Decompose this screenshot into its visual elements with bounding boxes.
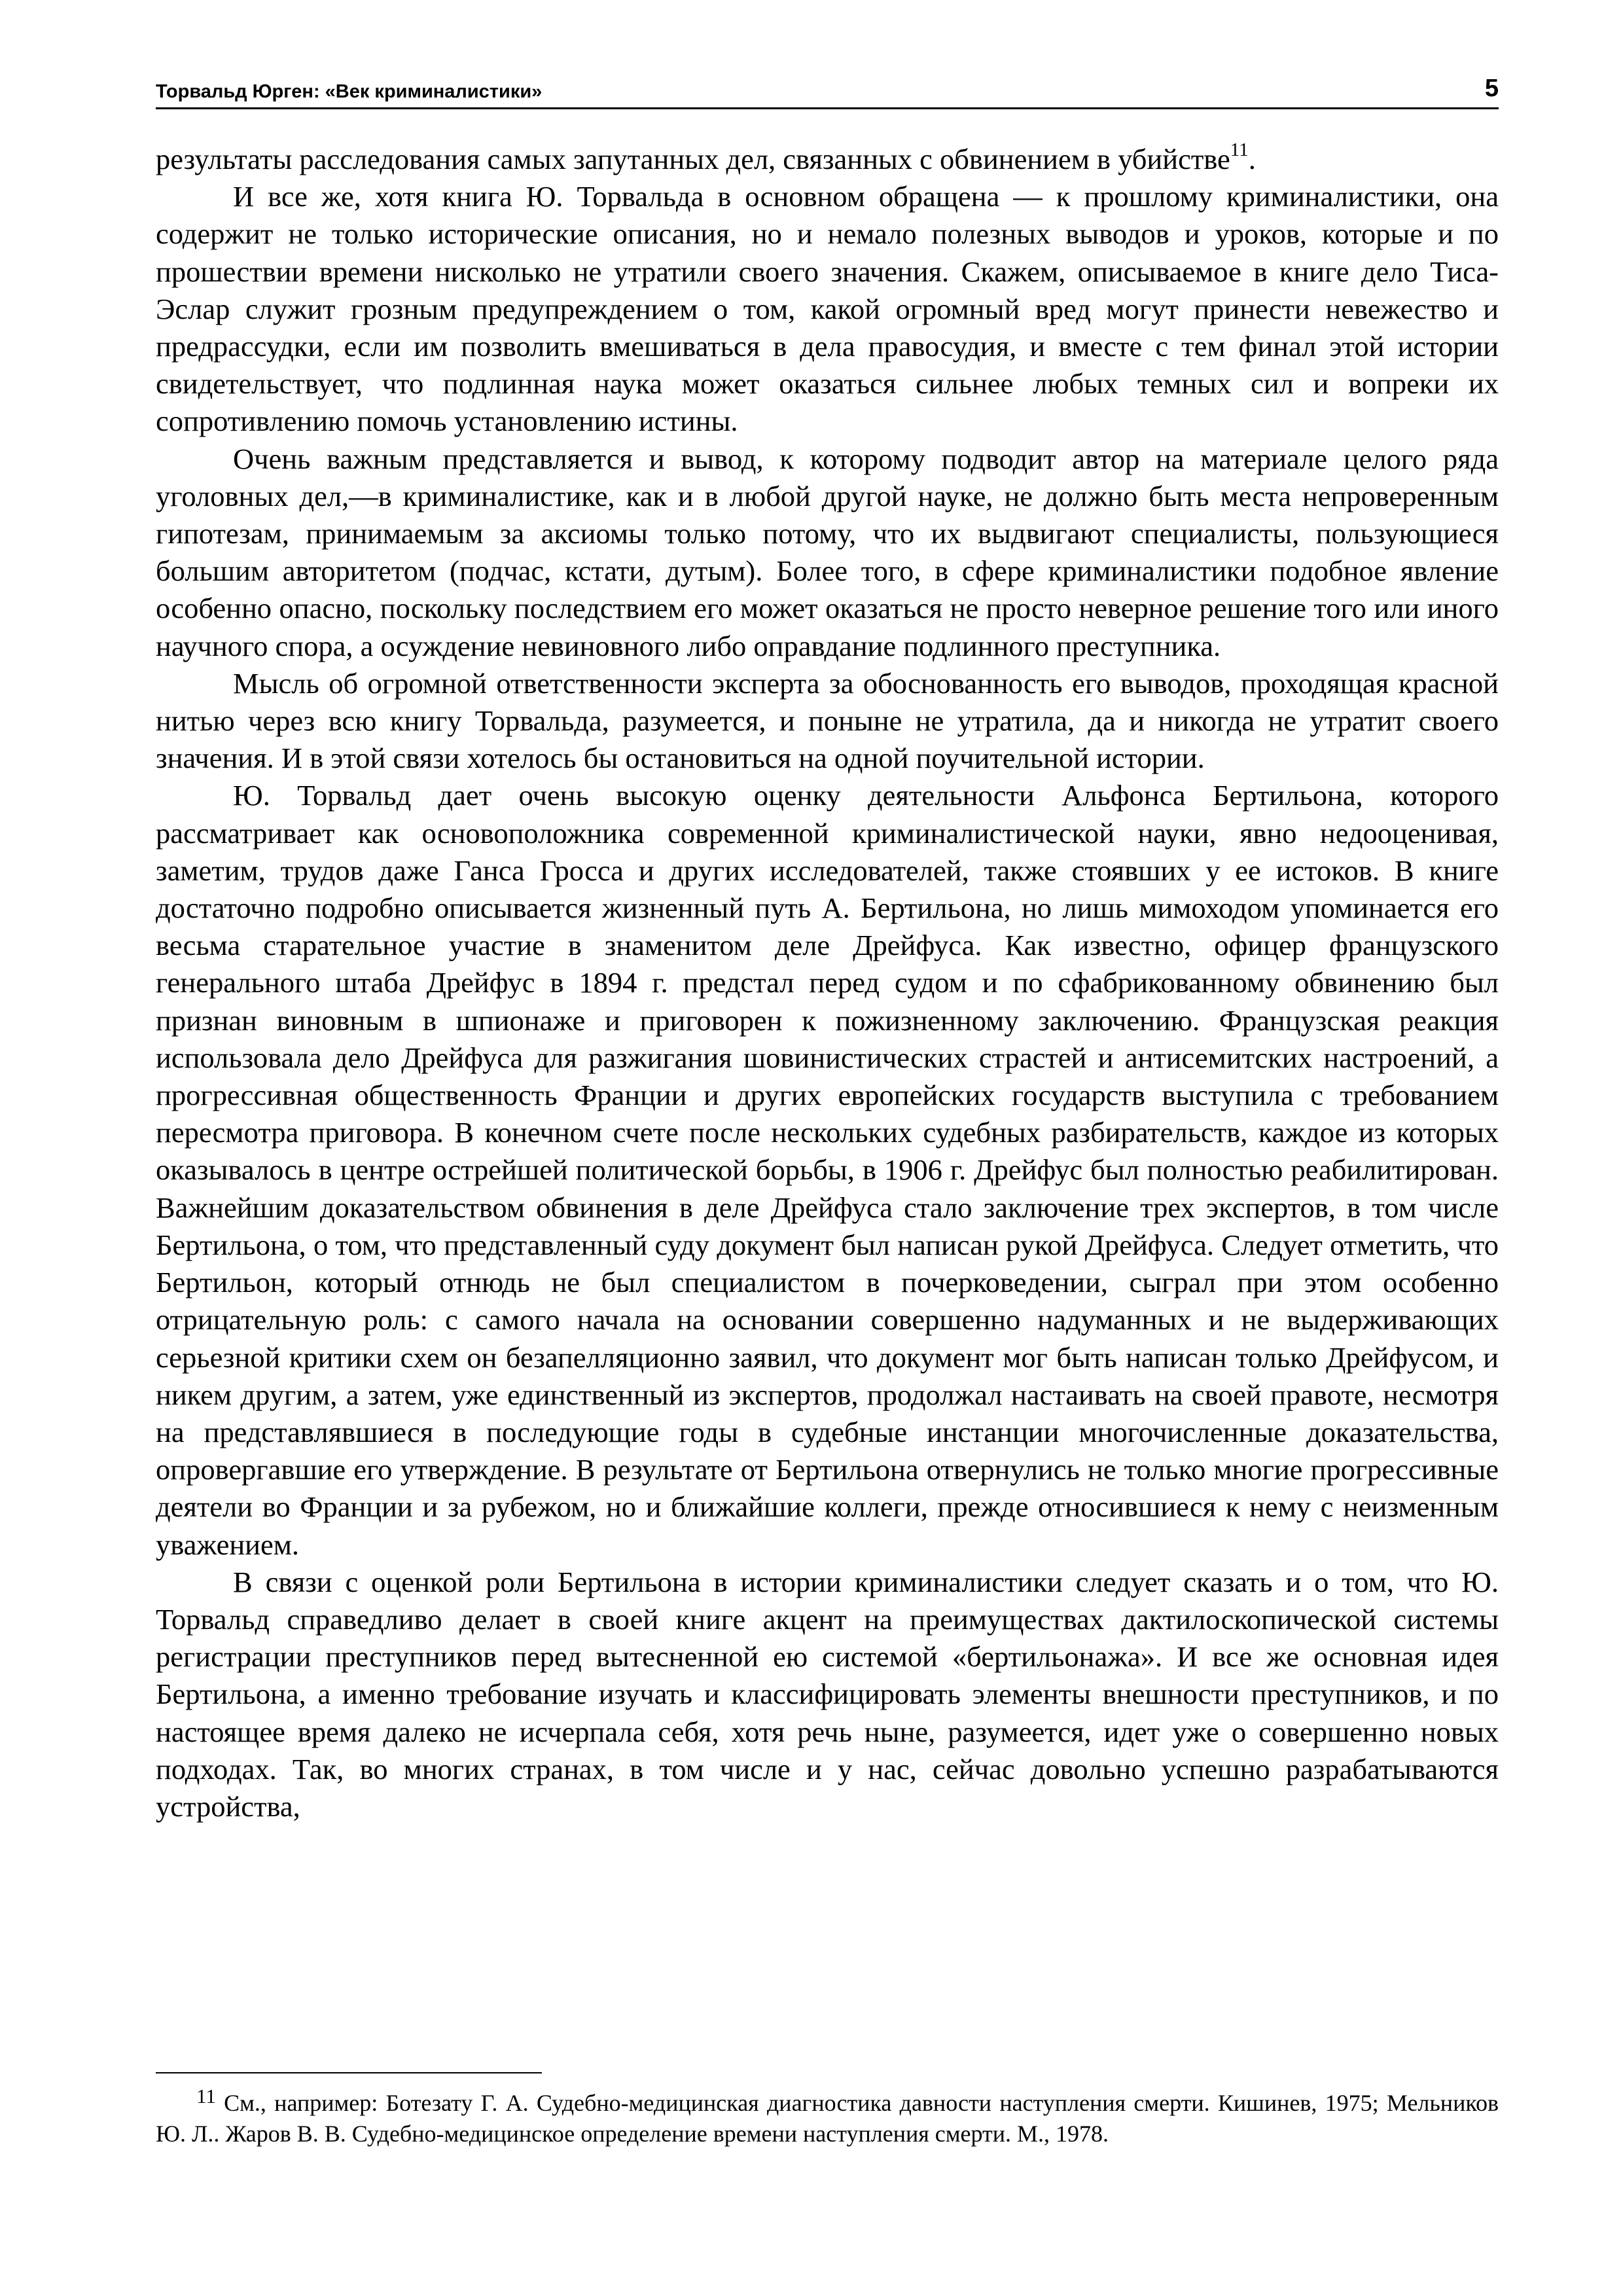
footnote-number: 11: [196, 2085, 216, 2108]
paragraph: Ю. Торвальд дает очень высокую оценку деятельности Альфонса Бертильона, которого рассматривает как основоположника современной криминалистической науки, явно недооценивая, заметим, трудов даже Ганса Гросса и других исследователей, также стоявших у ее истоков. В книге достаточно подробно описывается жизненный путь А. Бертильона, но лишь мимоходом упоминается его весьма старательное участие в знаменитом деле Дрейфуса. Как известно, офицер французского генерального штаба Дрейфус в 1894 г. предстал перед судом и по сфабрикованному обвинению был признан виновным в шпионаже и приговорен к пожизненному заключению. Французская реакция использовала дело Дрейфуса для разжигания шовинистических страстей и антисемитских настроений, а прогрессивная общественность Франции и других европейских государств выступила с требованием пересмотра приговора. В конечном счете после нескольких судебных разбирательств, каждое из которых оказывалось в центре острейшей политической борьбы, в 1906 г. Дрейфус был полностью реабилитирован. Важнейшим доказательством обвинения в деле Дрейфуса стало заключение трех экспертов, в том числе Бертильона, о том, что представленный суду документ был написан рукой Дрейфуса. Следует отметить, что Бертильон, который отнюдь не был специалистом в почерковедении, сыграл при этом особенно отрицательную роль: с самого начала на основании совершенно надуманных и не выдерживающих серьезной критики схем он безапелляционно заявил, что документ мог быть написан только Дрейфусом, и никем другим, а затем, уже единственный из экспертов, продолжал настаивать на своей правоте, несмотря на представлявшиеся в последующие годы в судебные инстанции многочисленные доказательства, опровергавшие его утверждение. В результате от Бертильона отвернулись не только многие прогрессивные деятели во Франции и за рубежом, но и ближайшие коллеги, прежде относившиеся к нему с неизменным уважением.: [156, 779, 1499, 1561]
page-number: 5: [1484, 75, 1499, 102]
running-title: Торвальд Юрген: «Век криминалистики»: [156, 81, 543, 102]
paragraph-end: .: [1248, 143, 1256, 175]
paragraph: В связи с оценкой роли Бертильона в истории криминалистики следует сказать и о том, что Ю. Торвальд справедливо делает в своей книге акцент на преимуществах дактилоскопической системы регистрации преступников перед вытесненной ею системой «бертильонажа». И все же основная идея Бертильона, а именно требование изучать и классифицировать элементы внешности преступников, и по настоящее время далеко не исчерпала себя, хотя речь ныне, разумеется, идет уже о совершенно новых подходах. Так, во многих странах, в том числе и у нас, сейчас довольно успешно разрабатываются устройства,: [156, 1565, 1499, 1823]
footnote-text: См., например: Ботезату Г. А. Судебно-медицинская диагностика давности наступления смерти. Кишинев, 1975; Мельников Ю. Л.. Жаров В. В. Судебно-медицинское определение времени наступления смерти. М., 1978.: [156, 2090, 1499, 2147]
footnote-separator: [156, 2072, 542, 2073]
footnote-reference[interactable]: 11: [1230, 139, 1249, 160]
header-rule: [156, 107, 1499, 109]
paragraph: И все же, хотя книга Ю. Торвальда в основном обращена — к прошлому криминалистики, она содержит не только исторические описания, но и немало полезных выводов и уроков, которые и по прошествии времени нисколько не утратили своего значения. Скажем, описываемое в книге дело Тиса-Эслар служит грозным предупреждением о том, какой огромный вред могут принести невежество и предрассудки, если им позволить вмешиваться в дела правосудия, и вместе с тем финал этой истории свидетельствует, что подлинная наука может оказаться сильнее любых темных сил и вопреки их сопротивлению помочь установлению истины.: [156, 180, 1499, 438]
paragraph: Очень важным представляется и вывод, к которому подводит автор на материале целого ряда уголовных дел,—в криминалистике, как и в любой другой науке, не должно быть места непроверенным гипотезам, принимаемым за аксиомы только потому, что их выдвигают специалисты, пользующиеся большим авторитетом (подчас, кстати, дутым). Более того, в сфере криминалистики подобное явление особенно опасно, поскольку последствием его может оказаться не просто неверное решение того или иного научного спора, а осуждение невиновного либо оправдание подлинного преступника.: [156, 442, 1499, 662]
footnote: [156, 2085, 1499, 2149]
paragraph-continued: [156, 141, 1499, 178]
paragraph: Мысль об огромной ответственности эксперта за обоснованность его выводов, проходящая красной нитью через всю книгу Торвальда, разумеется, и поныне не утратила, да и никогда не утратит своего значения. И в этой связи хотелось бы остановиться на одной поучительной истории.: [156, 666, 1499, 775]
running-header: [156, 71, 1499, 107]
body-text: [156, 141, 1499, 1825]
paragraph-text: результаты расследования самых запутанных дел, связанных с обвинением в убийстве: [156, 143, 1230, 175]
